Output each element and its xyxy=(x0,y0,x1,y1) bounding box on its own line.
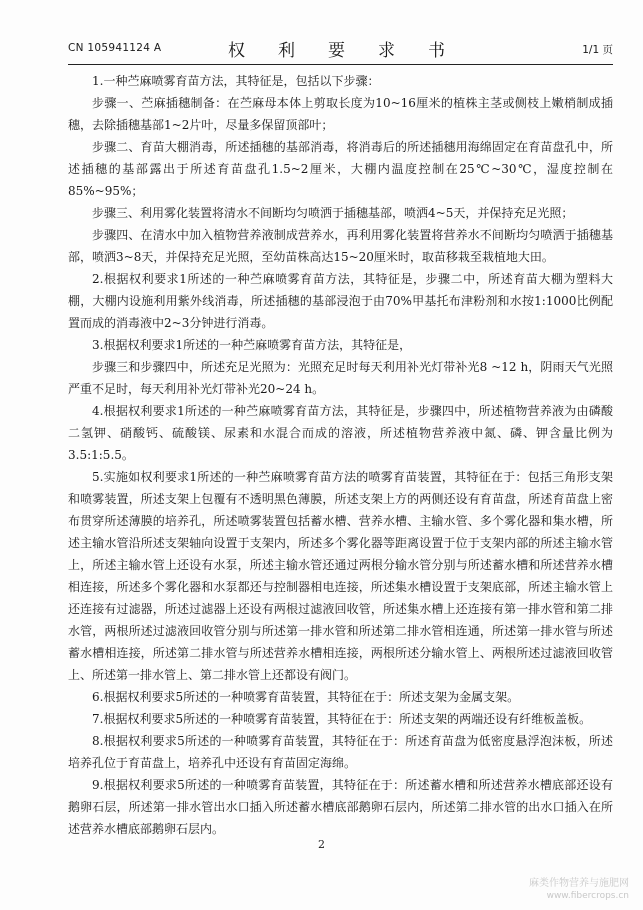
claim-paragraph: 2.根据权利要求1所述的一种苎麻喷雾育苗方法，其特征是，步骤二中，所述育苗大棚为塑料大棚，大棚内设施利用紫外线消毒，所述插穗的基部浸泡于由70%甲基托布津粉剂和水按1:1000比例配置而成的消毒液中2~3分钟进行消毒。 xyxy=(68,272,613,330)
page-number: 2 xyxy=(318,838,325,851)
publication-number: CN 105941124 A xyxy=(68,42,162,54)
claim-paragraph: 4.根据权利要求1所述的一种苎麻喷雾育苗方法，其特征是，步骤四中，所述植物营养液为由磷酸二氢钾、硝酸钙、硫酸镁、尿素和水混合而成的溶液，所述植物营养液中氮、磷、钾含量比例为3.5:1:5.5。 xyxy=(68,404,613,462)
claim-paragraph: 步骤一、苎麻插穗制备：在苎麻母本体上剪取长度为10~16厘米的植株主茎或侧枝上嫩梢制成插穗，去除插穗基部1~2片叶，尽量多保留顶部叶； xyxy=(68,96,613,132)
document-title: 权 利 要 求 书 xyxy=(228,41,453,61)
claim-paragraph: 9.根据权利要求5所述的一种喷雾育苗装置，其特征在于：所述蓄水槽和所述营养水槽底部还设有鹅卵石层，所述第一排水管出水口插入所述蓄水槽底部鹅卵石层内，所述第二排水管的出水口插入在所述营养水槽底部鹅卵石层内。 xyxy=(68,778,613,836)
claim-paragraph: 7.根据权利要求5所述的一种喷雾育苗装置，其特征在于：所述支架的两端还设有纤维板盖板。 xyxy=(92,712,592,726)
claim-paragraph: 步骤二、育苗大棚消毒，所述插穗的基部消毒，将消毒后的所述插穗用海绵固定在育苗盘孔中，所述插穗的基部露出于所述育苗盘孔1.5~2厘米，大棚内温度控制在25℃~30℃，湿度控制在85%~95%； xyxy=(68,140,613,198)
claim-paragraph: 6.根据权利要求5所述的一种喷雾育苗装置，其特征在于：所述支架为金属支架。 xyxy=(92,690,520,704)
claim-paragraph: 8.根据权利要求5所述的一种喷雾育苗装置，其特征在于：所述育苗盘为低密度悬浮泡沫板，所述培养孔位于育苗盘上，培养孔中还设有育苗固定海绵。 xyxy=(68,734,613,770)
claims-body xyxy=(68,70,613,840)
watermark-url: www.fibercrops.cn xyxy=(546,891,629,901)
claim-paragraph: 5.实施如权利要求1所述的一种苎麻喷雾育苗方法的喷雾育苗装置，其特征在于：包括三角形支架和喷雾装置，所述支架上包覆有不透明黑色薄膜，所述支架上方的两侧还设有育苗盘，所述育苗盘上密布贯穿所述薄膜的培养孔，所述喷雾装置包括蓄水槽、营养水槽、主输水管、多个雾化器和集水槽，所述主输水管沿所述支架轴向设置于支架内，所述多个雾化器等距离设置于位于支架内部的所述主输水管上，所述主输水管上还设有水泵，所述主输水管还通过两根分输水管分别与所述蓄水槽和所述营养水槽相连接，所述多个雾化器和水泵都还与控制器相电连接，所述集水槽设置于支架底部，所述主输水管上还连接有过滤器，所述过滤器上还设有两根过滤液回收管，所述集水槽上还连接有第一排水管和第二排水管，两根所述过滤液回收管分别与所述第一排水管和所述第二排水管相连通，所述第一排水管与所述蓄水槽相连接，所述第二排水管与所述营养水槽相连接，两根所述分输水管上、两根所述过滤液回收管上、所述第一排水管上、第二排水管上还都设有阀门。 xyxy=(68,470,613,682)
watermark-site-name: 麻类作物营养与施肥网 xyxy=(529,878,629,889)
site-watermark xyxy=(529,878,629,902)
page-indicator: 1/1 页 xyxy=(582,44,613,56)
page-header xyxy=(68,30,613,65)
claim-paragraph: 1.一种苎麻喷雾育苗方法，其特征是，包括以下步骤： xyxy=(92,74,380,88)
claim-paragraph: 步骤四、在清水中加入植物营养液制成营养水，再利用雾化装置将营养水不间断均匀喷洒于插穗基部，喷洒3~8天，并保持充足光照，至幼苗株高达15~20厘米时，取苗移栽至栽植地大田。 xyxy=(68,228,613,264)
claim-paragraph: 步骤三和步骤四中，所述充足光照为：光照充足时每天利用补光灯带补光8 ~12 h，阴雨天气光照严重不足时，每天利用补光灯带补光20~24 h。 xyxy=(68,360,613,396)
claim-paragraph: 步骤三、利用雾化装置将清水不间断均匀喷洒于插穗基部，喷洒4~5天，并保持充足光照； xyxy=(92,206,574,220)
claim-paragraph: 3.根据权利要求1所述的一种苎麻喷雾育苗方法，其特征是， xyxy=(92,338,412,352)
